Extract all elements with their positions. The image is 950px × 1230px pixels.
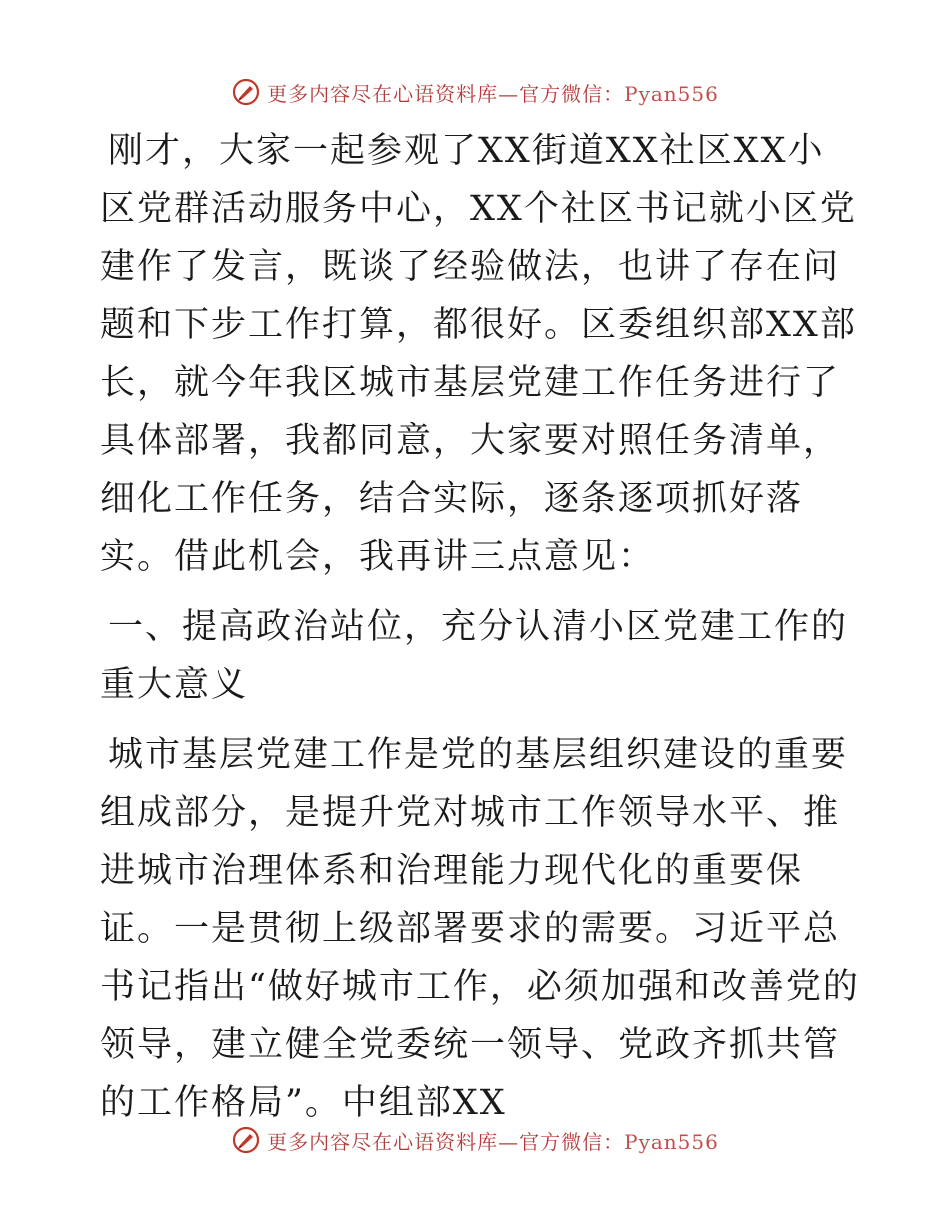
document-body (100, 122, 860, 1132)
banner-text (267, 78, 719, 107)
banner-label: 更多内容尽在心语资料库—官方微信： (267, 1129, 625, 1154)
banner-text (267, 1126, 719, 1155)
banner-wechat-id: Pyan556 (624, 81, 719, 106)
pen-logo-icon (231, 1125, 261, 1155)
paragraph-section-1: 城市基层党建工作是党的基层组织建设的重要组成部分，是提升党对城市工作领导水平、推进城市治理体系和治理能力现代化的重要保证。一是贯彻上级部署要求的需要。习近平总书记指出“做好城市工作，必须加强和改善党的领导，建立健全党委统一领导、党政齐抓共管的工作格局”。中组部XX (100, 735, 860, 1123)
paragraph-intro: 刚才，大家一起参观了XX街道XX社区XX小区党群活动服务中心，XX个社区书记就小区党建作了发言，既谈了经验做法，也讲了存在问题和下步工作打算，都很好。区委组织部XX部长，就今年我区城市基层党建工作任务进行了具体部署，我都同意，大家要对照任务清单，细化工作任务，结合实际，逐条逐项抓好落实。借此机会，我再讲三点意见： (100, 131, 857, 577)
banner-wechat-id: Pyan556 (624, 1129, 719, 1154)
footer-banner (0, 1120, 950, 1160)
pen-logo-icon (231, 77, 261, 107)
header-banner (0, 72, 950, 112)
section-heading-1: 一、提高政治站位，充分认清小区党建工作的重大意义 (100, 607, 849, 705)
banner-label: 更多内容尽在心语资料库—官方微信： (267, 81, 625, 106)
